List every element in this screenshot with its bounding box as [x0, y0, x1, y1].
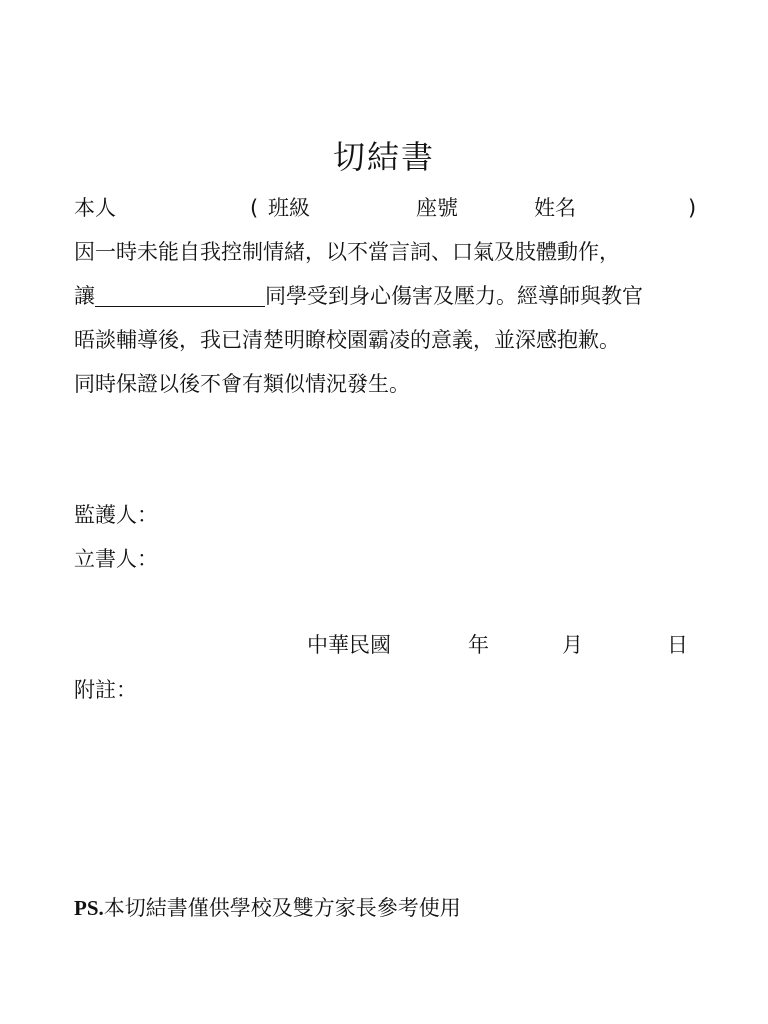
ps-note	[74, 894, 461, 922]
body-line-4: 晤談輔導後，我已清楚明瞭校園霸凌的意義，並深感抱歉。	[74, 328, 620, 352]
class-label: 班級	[268, 196, 310, 220]
seat-label: 座號	[416, 196, 458, 220]
open-paren: (	[250, 196, 259, 220]
document-title: 切結書	[332, 138, 435, 176]
name-label: 姓名	[534, 196, 576, 220]
guardian-label: 監護人：	[74, 503, 158, 527]
close-paren: )	[688, 196, 697, 220]
signer-label: 立書人：	[74, 547, 158, 571]
date-year: 年	[468, 633, 489, 657]
body-line-3-suffix: 同學受到身心傷害及壓力。經導師與教官	[265, 284, 643, 308]
date-era: 中華民國	[307, 633, 391, 657]
body-line-3	[74, 282, 643, 310]
ps-prefix: PS.	[74, 896, 104, 920]
body-line-5: 同時保證以後不會有類似情況發生。	[74, 372, 410, 396]
date-day: 日	[667, 633, 688, 657]
body-line-2: 因一時未能自我控制情緒，以不當言詞、口氣及肢體動作，	[74, 240, 620, 264]
date-month: 月	[562, 633, 583, 657]
note-label: 附註：	[74, 678, 137, 702]
classmate-name-blank	[95, 284, 265, 307]
ps-text: 本切結書僅供學校及雙方家長參考使用	[103, 896, 461, 920]
body-line-3-prefix: 讓	[74, 284, 95, 308]
self-label: 本人	[74, 196, 116, 220]
